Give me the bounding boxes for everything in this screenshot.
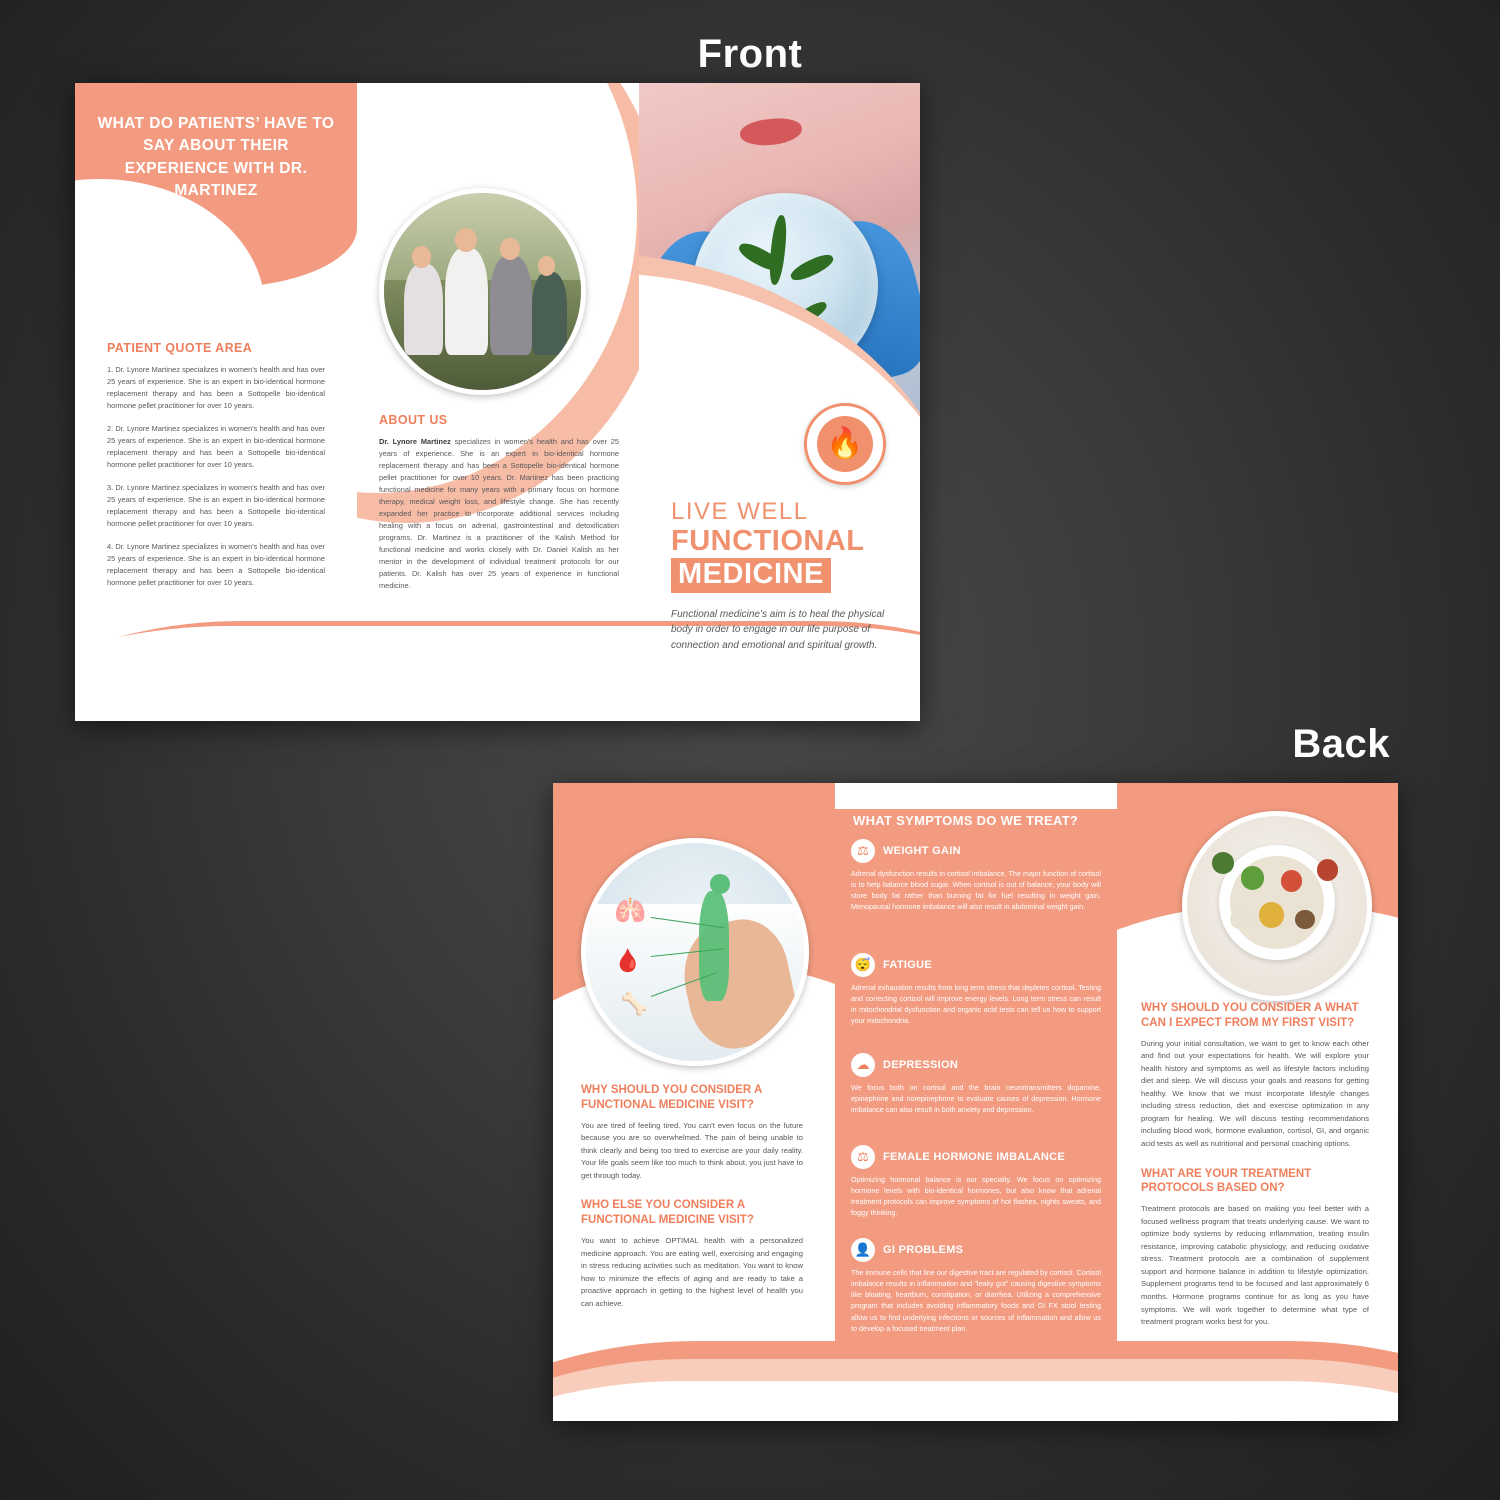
tired-person-icon: 😴 — [851, 953, 875, 977]
back-middle-top-bar — [835, 783, 1117, 809]
back-brochure — [553, 783, 1398, 1421]
about-us-block — [379, 413, 619, 603]
family-photo — [379, 188, 586, 395]
photo-person-4 — [532, 272, 567, 355]
bone-icon: 🦴 — [620, 991, 649, 1017]
cover-text-block — [671, 498, 886, 653]
patient-quote-title: PATIENT QUOTE AREA — [107, 341, 253, 355]
back-right-text-2: Treatment protocols are based on making you feel better with a focused wellness program that treats underlying cause. We want to optimize body systems by reducing inflammation, treating insulin resistance, improving catabolic physiology, and reducing oxidative stress. Treatment protocols are a combination of supplement support and hormone balance in addition to lifestyle optimization. Supplement programs tend to be focused and last approximately 6 months. Hormone programs continue for as long as you have symptoms. We will work together to determine what type of treatment program works best for you. — [1141, 1204, 1369, 1327]
patient-quote-2: 2. Dr. Lynore Martinez specializes in women's health and has over 25 years of experience. She is an expert in bio-identical hormone replacement therapy and has been a Sottopelle bio-identical hormone pellet practitioner for over 10 years. — [107, 423, 325, 469]
cover-tagline: Functional medicine’s aim is to heal the physical body in order to engage in our life purpose of connection and emotional and spiritual growth. — [671, 608, 885, 651]
algae-1 — [767, 215, 788, 286]
veg-3 — [1259, 902, 1284, 927]
human-figure-icon — [699, 891, 729, 1001]
about-us-lead-name: Dr. Lynore Martinez — [379, 437, 451, 446]
about-us-text — [379, 436, 619, 592]
back-right-text-block — [1141, 1001, 1369, 1345]
photo-head-3 — [500, 238, 520, 260]
patient-quote-1: 1. Dr. Lynore Martinez specializes in women's health and has over 25 years of experience. She is an expert in bio-identical hormone replacement therapy and has been a Sottopelle bio-identical hormone pellet practitioner for over 10 years. — [107, 365, 325, 410]
back-left-heading-2: WHO ELSE YOU CONSIDER A FUNCTIONAL MEDICINE VISIT? — [581, 1199, 754, 1227]
symptoms-title: WHAT SYMPTOMS DO WE TREAT? — [853, 813, 1079, 828]
front-cover-panel — [639, 83, 920, 721]
photo-person-2 — [445, 248, 488, 354]
symptom-fatigue — [851, 953, 1101, 1027]
symptom-name-1: WEIGHT GAIN — [883, 845, 961, 857]
veg-4 — [1295, 910, 1315, 930]
front-headline: WHAT DO PATIENTS’ HAVE TO SAY ABOUT THEIR EXPERIENCE WITH DR. MARTINEZ — [97, 115, 335, 200]
about-us-body: specializes in women's health and has over 25 years of experience. She is an expert in bio-identical hormone replacement therapy and has been a Sottopelle bio-identical hormone pellet practitioner for over 10 years. Dr. Martinez has been practicing functional medicine for many years with a primary focus on hormone therapy, medical weight loss, and lifestyle change. She has recently expanded her practice to incorporate additional services including healing with a focus on adrenal, gastrointestinal and detoxification programs. Dr. Martinez is a practitioner of the Kalish Method for functional medicine and works closely with Dr. Daniel Kalish as her mentor in the development of individual treatment protocols for our patients. Dr. Kalish has over 25 years of experience in functional medicine. — [379, 437, 619, 590]
back-left-text-2: You want to achieve OPTIMAL health with a personalized medicine approach. You are eating well, exercising and engaging in stress reducing activities such as meditation. You want to know how to minimize the effects of aging and are ready to take a proactive approach in getting to the highest level of health you can achieve. — [581, 1236, 803, 1308]
flame-logo — [804, 403, 886, 485]
symptom-name-5: GI PROBLEMS — [883, 1244, 964, 1256]
front-brochure — [75, 83, 920, 721]
veg-1 — [1241, 866, 1264, 889]
veg-7 — [1317, 859, 1339, 881]
healthy-food-bowls-photo — [1182, 811, 1372, 1001]
symptom-name-3: DEPRESSION — [883, 1059, 959, 1071]
veg-5 — [1230, 910, 1250, 930]
scale-icon: ⚖ — [851, 839, 875, 863]
cover-line-functional: FUNCTIONAL — [671, 525, 865, 557]
balance-scale-icon: ⚖ — [851, 1145, 875, 1169]
back-left-text-block — [581, 1083, 803, 1326]
front-label: Front — [697, 32, 803, 76]
symptom-name-4: FEMALE HORMONE IMBALANCE — [883, 1151, 1065, 1163]
photo-head-2 — [455, 228, 477, 252]
photo-person-3 — [490, 256, 531, 355]
symptom-weight-gain — [851, 839, 1101, 913]
back-bottom-white-swoosh — [553, 1381, 1398, 1421]
veg-2 — [1281, 870, 1303, 892]
cover-line-medicine: MEDICINE — [671, 558, 831, 592]
human-figure-head — [710, 874, 730, 894]
lungs-icon: 🫁 — [614, 895, 647, 926]
symptom-text-3: We focus both on cortisol and the brain neurotransmitters dopamine, epinephrine and norepinephrine to evaluate causes of depression. Hormone imbalance can also result in both anxiety and depression. — [851, 1083, 1101, 1115]
symptom-female-hormone-imbalance — [851, 1145, 1101, 1219]
stomach-person-icon: 👤 — [851, 1238, 875, 1262]
about-us-title: ABOUT US — [379, 413, 448, 427]
symptom-text-2: Adrenal exhaustion results from long term stress that depletes cortisol. Testing and correcting cortisol will improve energy levels. Long term stress can result in mitochondrial dysfunction and organic acid tests can tell us how to support your mitochondria. — [851, 983, 1101, 1026]
symptom-text-1: Adrenal dysfunction results in cortisol imbalance. The major function of cortisol is to help balance blood sugar. When cortisol is out of balance, your body will store body fat rather than burning fat for fuel resulting in weight gain. Menopausal hormone imbalance will also result in abdominal weight gain. — [851, 869, 1101, 912]
back-right-heading-2: WHAT ARE YOUR TREATMENT PROTOCOLS BASED ON? — [1141, 1167, 1312, 1195]
algae-3 — [788, 250, 836, 284]
photo-head-4 — [538, 256, 556, 276]
photo-person-1 — [404, 264, 443, 355]
symptom-text-5: The immune cells that line our digestive tract are regulated by cortisol. Cortisol imbalance results in inflammation and "leaky gut" causing digestive symptoms like bloating, heartburn, constipation, or diarrhea. Utilizing a comprehensive program that includes avoiding inflammatory foods and GI FX stool testing allow us to find underlying infections or sources of inflammation and allow us to develop a focused treatment plan. — [851, 1268, 1101, 1333]
patient-quote-area — [107, 341, 325, 600]
veg-6 — [1212, 852, 1234, 874]
cover-line-live-well: LIVE WELL — [671, 498, 809, 525]
photo-head-1 — [412, 246, 432, 268]
back-right-heading-1: WHY SHOULD YOU CONSIDER A WHAT CAN I EXPECT FROM MY FIRST VISIT? — [1141, 1002, 1359, 1029]
back-middle-panel — [835, 783, 1117, 1421]
patient-quote-3: 3. Dr. Lynore Martinez specializes in women's health and has over 25 years of experience. She is an expert in bio-identical hormone replacement therapy and has been a Sottopelle bio-identical hormone pellet practitioner for over 10 years. — [107, 482, 325, 528]
back-left-text-1: You are tired of feeling tired. You can't even focus on the future because you are so overwhelmed. The pain of being unable to think clearly and being too tired to exercise are your daily reality. Your life goals seem like too much to think about, you just have to get through today. — [581, 1120, 803, 1180]
symptom-name-2: FATIGUE — [883, 959, 932, 971]
patient-quote-4: 4. Dr. Lynore Martinez specializes in women's health and has over 25 years of experience. She is an expert in bio-identical hormone replacement therapy and has been a Sottopelle bio-identical hormone pellet practitioner for over 10 years. — [107, 541, 325, 587]
back-label: Back — [1292, 722, 1390, 766]
flame-icon: 🔥 — [817, 416, 873, 472]
back-right-text-1: During your initial consultation, we want to get to know each other and find out your expectations for health. We will explore your health history and symptoms as well as lifestyle factors including diet and sleep. We will discuss your goals and reasons for getting healthy. We know that we must incorporate lifestyle changes including stress reduction, diet and exercise optimization in any program for healing. We will discuss testing recommendations including blood work, hormone evaluation, cortisol, GI, and organic acid tests as well as nutritional and personal coaching options. — [1141, 1038, 1369, 1148]
doctor-anatomy-photo — [581, 838, 809, 1066]
back-left-panel — [553, 783, 835, 1421]
symptom-gi-problems — [851, 1238, 1101, 1334]
photo-lips — [739, 116, 803, 148]
kidneys-icon: 🩸 — [614, 947, 642, 973]
head-cloud-icon: ☁ — [851, 1053, 875, 1077]
back-left-heading-1: WHY SHOULD YOU CONSIDER A FUNCTIONAL MEDICINE VISIT? — [581, 1084, 762, 1111]
symptom-depression — [851, 1053, 1101, 1115]
symptom-text-4: Optimizing hormonal balance is our specialty. We focus on optimizing hormone levels with bio-identical hormones, but also know that adrenal treatment protocols can improve symptoms of hot flashes, nights sweats, and foggy thinking. — [851, 1175, 1101, 1218]
back-right-panel — [1117, 783, 1398, 1421]
